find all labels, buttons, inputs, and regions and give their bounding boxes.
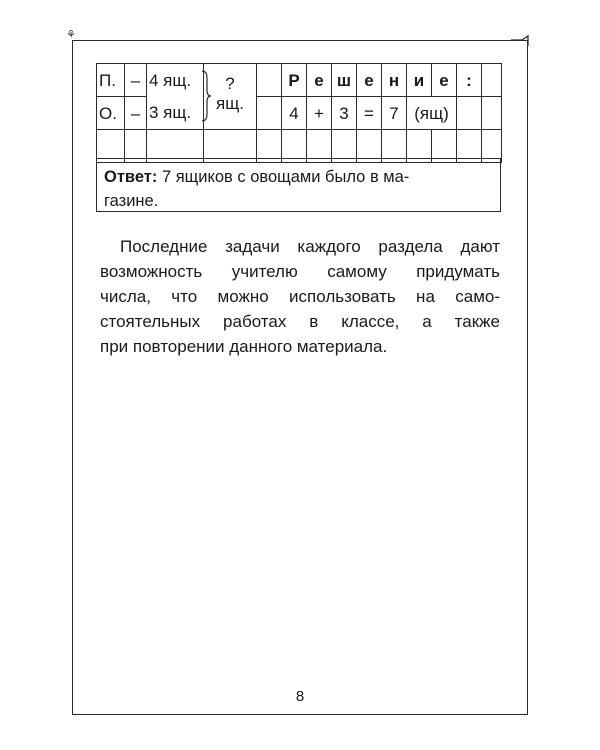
body-paragraph: [100, 234, 500, 359]
solution-letter: е: [307, 64, 332, 97]
row1-question-cell: [204, 64, 257, 97]
row1-value: 4 ящ.: [149, 70, 192, 90]
brace-unit: ящ.: [216, 93, 244, 113]
solution-letter: е: [357, 64, 382, 97]
solution-letter: :: [457, 64, 482, 97]
paragraph-line: при повторении данного материала.: [100, 337, 388, 356]
equation-operator: +: [307, 97, 332, 130]
row2-value-cell: [147, 97, 204, 130]
answer-text-line-1: 7 ящиков с овощами было в ма-: [157, 168, 410, 186]
paragraph-line: числа, что можно использовать на само-: [100, 287, 500, 306]
row2-dash: –: [125, 97, 147, 130]
paragraph-line: Последние задачи каждого раздела дают: [120, 237, 500, 256]
page-number: 8: [295, 688, 305, 705]
solution-grid: [96, 63, 502, 163]
question-mark: ?: [225, 73, 235, 93]
paragraph-line: возможность учителю самому придумать: [100, 262, 500, 281]
row1-empty-cell: [257, 64, 282, 97]
solution-letter: Р: [282, 64, 307, 97]
grid-row-2: [97, 97, 502, 130]
answer-box: [96, 158, 501, 212]
solution-letter: н: [382, 64, 407, 97]
equation-result: 7: [382, 97, 407, 130]
page-corner-fold: [510, 34, 532, 52]
row1-dash: –: [125, 64, 147, 97]
row1-label: П.: [97, 64, 125, 97]
row2-label: О.: [97, 97, 125, 130]
row1-value-cell: [147, 64, 204, 97]
equation-term: 3: [332, 97, 357, 130]
row1-empty-cell: [482, 64, 502, 97]
row2-empty-cell: [257, 97, 282, 130]
paragraph-line: стоятельных работах в классе, а также: [100, 312, 500, 331]
solution-letter: и: [407, 64, 432, 97]
curly-brace-icon: [201, 70, 211, 122]
row2-value: 3 ящ.: [149, 103, 192, 123]
equation-equals: =: [357, 97, 382, 130]
solution-letter: е: [432, 64, 457, 97]
corner-mark-icon: ⚘: [66, 29, 76, 41]
grid-row-1: [97, 64, 502, 97]
row2-unit-cell: [204, 93, 257, 130]
equation-term: 4: [282, 97, 307, 130]
solution-letter: ш: [332, 64, 357, 97]
answer-label: Ответ:: [104, 168, 158, 186]
row2-empty-cell: [457, 97, 482, 130]
equation-unit: (ящ): [407, 97, 457, 130]
answer-text-line-2: газине.: [104, 192, 159, 210]
row2-empty-cell: [482, 97, 502, 130]
